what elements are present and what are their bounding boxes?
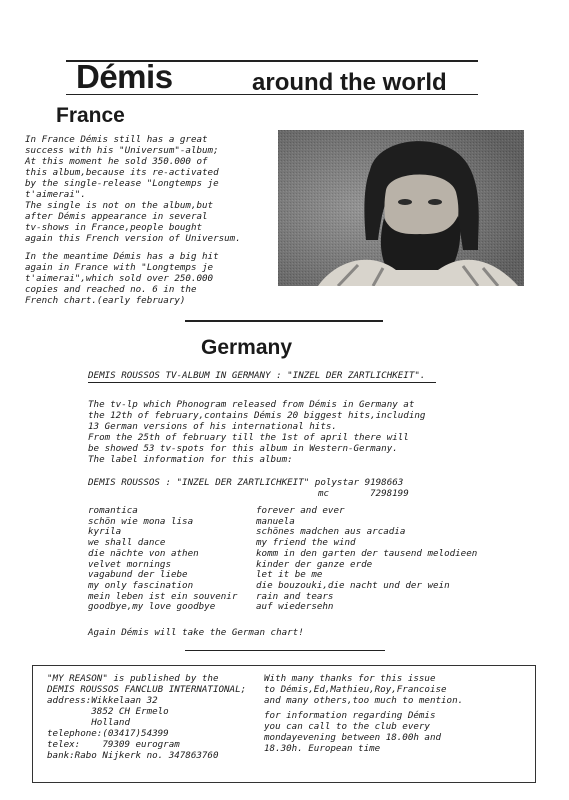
section-heading-france: France [56,104,125,127]
text-line: In France Démis still has a great [25,134,208,145]
text-line: The single is not on the album,but [25,200,214,211]
text-line: French chart.(early february) [25,295,186,306]
germany-subtitle-underline [88,382,436,383]
track-title: velvet mornings [88,558,171,570]
text-line: 18.30h. European time [264,743,381,754]
track-title: my friend the wind [256,537,356,549]
footer-box [32,665,536,783]
france-paragraph-1 [25,134,275,244]
track-title: romantica [88,505,138,516]
germany-body [88,399,528,465]
track-title: vagabund der liebe [88,569,188,581]
text-line: t'aimerai",which sold over 250.000 [25,273,214,284]
track-title: schönes madchen aus arcadia [256,526,406,538]
text-line: "MY REASON" is published by the [47,673,219,684]
masthead-subtitle: around the world [252,69,447,96]
track-title: mein leben ist ein souvenir [88,590,238,602]
text-line: you can call to the club every [264,721,430,732]
france-paragraph-2 [25,251,275,306]
germany-subtitle: DEMIS ROUSSOS TV-ALBUM IN GERMANY : "INZEL DER ZARTLICHKEIT". [88,370,426,381]
text-line: and many others,too much to mention. [264,695,464,706]
track-title: kyrila [88,526,122,538]
footer-thanks [264,673,534,706]
text-line: this album,because its re-activated [25,167,219,178]
label-line-2-number: 7298199 [370,488,409,499]
text-line: DEMIS ROUSSOS FANCLUB INTERNATIONAL; [47,684,247,695]
text-line: telex: 79309 eurogram [47,739,180,750]
text-line: The tv-lp which Phonogram released from Démis in Germany at [88,399,415,410]
demis-photo [278,130,524,286]
germany-closing: Again Démis will take the German chart! [88,627,304,638]
track-title: manuela [256,515,295,527]
text-line: success with his "Universum"-album; [25,145,219,156]
text-line: to Démis,Ed,Mathieu,Roy,Francoise [264,684,447,695]
track-title: goodbye,my love goodbye [88,601,216,613]
text-line: mondayevening between 18.00h and [264,732,442,743]
text-line: t'aimerai". [25,189,86,200]
track-title: die nächte von athen [88,547,199,559]
track-list-left [88,506,258,613]
label-line-1: DEMIS ROUSSOS : "INZEL DER ZARTLICHKEIT" polystar 9198663 [88,477,404,488]
label-line-2-mc: mc [318,488,330,499]
track-title: kinder der ganze erde [256,558,373,570]
footer-publisher-info [47,673,272,761]
track-title: forever and ever [256,505,345,516]
text-line: The label information for this album: [88,454,293,465]
track-title: auf wiedersehn [256,601,334,613]
section-divider-1 [185,320,383,322]
track-title: let it be me [256,569,323,581]
track-title: die bouzouki,die nacht und der wein [256,579,450,591]
track-title: we shall dance [88,537,166,549]
section-divider-2 [185,650,385,651]
text-line: address:Wikkelaan 32 [47,695,158,706]
text-line: tv-shows in France,people bought [25,222,203,233]
text-line: again in France with "Longtemps je [25,262,214,273]
footer-club-info [264,710,534,754]
text-line: telephone:(03417)54399 [47,728,169,739]
text-line: With many thanks for this issue [264,673,436,684]
track-title: komm in den garten der tausend melodieen [256,547,478,559]
track-title: my only fascination [88,579,194,591]
track-title: rain and tears [256,590,334,602]
text-line: 13 German versions of his international hits. [88,421,337,432]
text-line: bank:Rabo Nijkerk no. 347863760 [47,750,219,761]
text-line: In the meantime Démis has a big hit [25,251,219,262]
text-line: for information regarding Démis [264,710,436,721]
text-line: At this moment he sold 350.000 of [25,156,208,167]
section-heading-germany: Germany [201,336,293,359]
text-line: the 12th of february,contains Démis 20 biggest hits,including [88,410,426,421]
track-title: schön wie mona lisa [88,515,194,527]
text-line: copies and reached no. 6 in the [25,284,197,295]
text-line: Holland [47,717,130,728]
portrait-image [278,130,524,286]
track-list-right [256,506,556,613]
text-line: by the single-release "Longtemps je [25,178,219,189]
text-line: From the 25th of february till the 1st of april there will [88,432,409,443]
text-line: be showed 53 tv-spots for this album in Western-Germany. [88,443,398,454]
text-line: after Démis appearance in several [25,211,208,222]
masthead-title: Démis [76,58,173,95]
text-line: 3852 CH Ermelo [47,706,169,717]
text-line: again this French version of Universum. [25,233,241,244]
